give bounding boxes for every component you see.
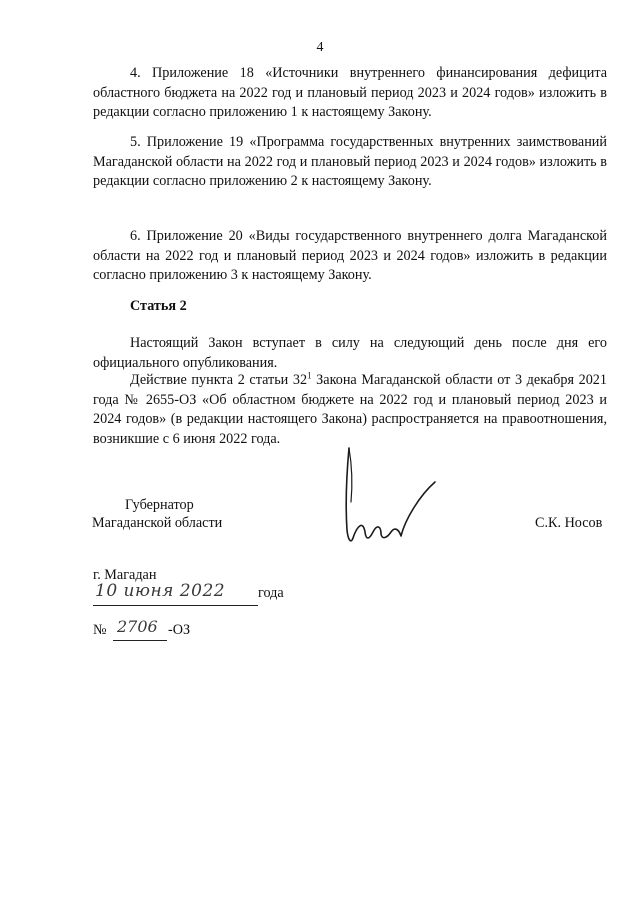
paragraph-text-start: Действие пункта 2 статьи 32 — [130, 372, 308, 388]
paragraph-item-4: 4. Приложение 18 «Источники внутреннего финансирования дефицита областного бюджета на 2022 год и плановый период 2023 и 2024 годов» изложить в редакции согласно приложению 1 к настоящему Закону. — [93, 65, 607, 120]
law-number-prefix: № — [93, 622, 107, 638]
article-heading: Статья 2 — [130, 298, 187, 314]
paragraph-retroactive-effect — [93, 371, 607, 449]
handwritten-law-number: 2706 — [117, 617, 158, 636]
paragraph-item-6: 6. Приложение 20 «Виды государственного внутреннего долга Магаданской области на 2022 год и плановый период 2023 и 2024 годов» изложить в редакции согласно приложению 3 к настоящему Закону. — [93, 228, 607, 283]
page-number: 4 — [316, 40, 324, 55]
paragraph-entry-into-force: Настоящий Закон вступает в силу на следующий день после дня его официального опубликования. — [93, 335, 607, 371]
law-number-suffix: -ОЗ — [168, 622, 191, 638]
signing-city: г. Магадан — [93, 567, 157, 583]
paragraph-item-5: 5. Приложение 19 «Программа государственных внутренних заимствований Магаданской области на 2022 год и плановый период 2023 и 2024 годов» изложить в редакции согласно приложению 2 к настоящему Закону. — [93, 134, 607, 189]
superscript-mark: 1 — [307, 370, 312, 381]
signatory-region: Магаданской области — [92, 515, 223, 531]
signatory-title: Губернатор — [125, 497, 194, 513]
paragraph-text-end: Закона Магаданской области от 3 декабря 2021 года № 2655-ОЗ «Об областном бюджете на 2022 год и плановый период 2023 и 2024 годов» (в редакции настоящего Закона) распространяется на правоотношения, возникшие с 6 июня 2022 года. — [93, 372, 607, 447]
handwritten-date: 10 июня 2022 — [95, 581, 226, 601]
signatory-name: С.К. Носов — [535, 515, 603, 531]
handwritten-signature — [335, 440, 445, 560]
date-suffix: года — [258, 585, 284, 601]
